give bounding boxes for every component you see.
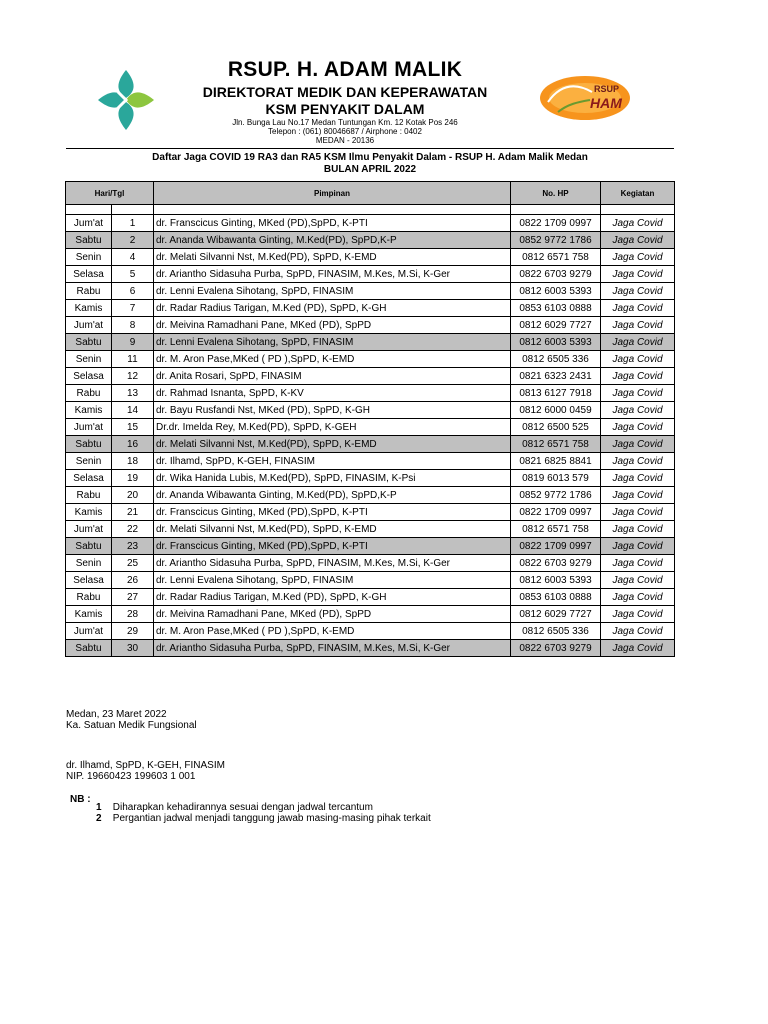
row-lead: dr. Ariantho Sidasuha Purba, SpPD, FINASIM, M.Kes, M.Si, K-Ger bbox=[154, 555, 511, 572]
row-date: 11 bbox=[112, 351, 154, 368]
letterhead bbox=[0, 0, 768, 150]
table-row bbox=[66, 368, 675, 385]
row-date: 1 bbox=[112, 215, 154, 232]
rsup-ham-logo-icon bbox=[538, 72, 632, 122]
row-date: 6 bbox=[112, 283, 154, 300]
row-lead: dr. Radar Radius Tarigan, M.Ked (PD), SpPD, K-GH bbox=[154, 300, 511, 317]
row-lead: dr. Melati Silvanni Nst, M.Ked(PD), SpPD, K-EMD bbox=[154, 436, 511, 453]
row-day: Selasa bbox=[66, 368, 112, 385]
row-activity: Jaga Covid bbox=[601, 453, 675, 470]
row-day: Jum'at bbox=[66, 521, 112, 538]
row-date: 21 bbox=[112, 504, 154, 521]
row-activity: Jaga Covid bbox=[601, 470, 675, 487]
row-date: 9 bbox=[112, 334, 154, 351]
row-lead: dr. Franscicus Ginting, MKed (PD),SpPD, K-PTI bbox=[154, 538, 511, 555]
row-lead: dr. Ariantho Sidasuha Purba, SpPD, FINASIM, M.Kes, M.Si, K-Ger bbox=[154, 640, 511, 657]
row-day: Jum'at bbox=[66, 215, 112, 232]
row-hp: 0822 6703 9279 bbox=[511, 640, 601, 657]
row-date: 20 bbox=[112, 487, 154, 504]
row-activity: Jaga Covid bbox=[601, 623, 675, 640]
row-date: 14 bbox=[112, 402, 154, 419]
row-activity: Jaga Covid bbox=[601, 538, 675, 555]
table-row bbox=[66, 555, 675, 572]
header-hp: No. HP bbox=[511, 182, 601, 205]
row-hp: 0852 9772 1786 bbox=[511, 487, 601, 504]
row-hp: 0812 6505 336 bbox=[511, 351, 601, 368]
row-activity: Jaga Covid bbox=[601, 487, 675, 504]
row-date: 12 bbox=[112, 368, 154, 385]
logo-text-ham: HAM bbox=[590, 95, 622, 111]
address-line: Jln. Bunga Lau No.17 Medan Tuntungan Km. 12 Kotak Pos 246 bbox=[232, 118, 458, 127]
table-row bbox=[66, 317, 675, 334]
table-row bbox=[66, 487, 675, 504]
row-hp: 0821 6825 8841 bbox=[511, 453, 601, 470]
row-lead: dr. Ananda Wibawanta Ginting, M.Ked(PD), SpPD,K-P bbox=[154, 232, 511, 249]
row-activity: Jaga Covid bbox=[601, 232, 675, 249]
row-activity: Jaga Covid bbox=[601, 334, 675, 351]
header-activity: Kegiatan bbox=[601, 182, 675, 205]
row-hp: 0812 6029 7727 bbox=[511, 606, 601, 623]
row-lead: dr. Anita Rosari, SpPD, FINASIM bbox=[154, 368, 511, 385]
row-hp: 0812 6003 5393 bbox=[511, 334, 601, 351]
row-date: 25 bbox=[112, 555, 154, 572]
row-hp: 0813 6127 7918 bbox=[511, 385, 601, 402]
phone-line: Telepon : (061) 80046687 / Airphone : 0402 bbox=[268, 127, 422, 136]
row-day: Sabtu bbox=[66, 538, 112, 555]
row-lead: dr. Franscicus Ginting, MKed (PD),SpPD, K-PTI bbox=[154, 215, 511, 232]
table-row bbox=[66, 215, 675, 232]
row-date: 26 bbox=[112, 572, 154, 589]
document-period: BULAN APRIL 2022 bbox=[323, 164, 417, 175]
table-row bbox=[66, 623, 675, 640]
row-day: Rabu bbox=[66, 487, 112, 504]
row-date: 5 bbox=[112, 266, 154, 283]
note-number: 1 bbox=[96, 802, 102, 813]
row-day: Jum'at bbox=[66, 419, 112, 436]
row-day: Sabtu bbox=[66, 334, 112, 351]
row-activity: Jaga Covid bbox=[601, 504, 675, 521]
row-date: 30 bbox=[112, 640, 154, 657]
row-lead: Dr.dr. Imelda Rey, M.Ked(PD), SpPD, K-GEH bbox=[154, 419, 511, 436]
table-header-row bbox=[66, 182, 675, 205]
table-row bbox=[66, 385, 675, 402]
table-row bbox=[66, 606, 675, 623]
row-date: 2 bbox=[112, 232, 154, 249]
row-hp: 0822 1709 0997 bbox=[511, 504, 601, 521]
table-row bbox=[66, 521, 675, 538]
row-day: Senin bbox=[66, 249, 112, 266]
signer-position: Ka. Satuan Medik Fungsional bbox=[66, 720, 197, 731]
row-lead: dr. Ananda Wibawanta Ginting, M.Ked(PD), SpPD,K-P bbox=[154, 487, 511, 504]
row-date: 22 bbox=[112, 521, 154, 538]
row-activity: Jaga Covid bbox=[601, 521, 675, 538]
document-title: Daftar Jaga COVID 19 RA3 dan RA5 KSM Ilmu Penyakit Dalam - RSUP H. Adam Malik Medan bbox=[152, 152, 588, 163]
row-hp: 0853 6103 0888 bbox=[511, 589, 601, 606]
row-hp: 0819 6013 579 bbox=[511, 470, 601, 487]
row-hp: 0812 6505 336 bbox=[511, 623, 601, 640]
row-hp: 0812 6500 525 bbox=[511, 419, 601, 436]
row-activity: Jaga Covid bbox=[601, 419, 675, 436]
row-date: 7 bbox=[112, 300, 154, 317]
row-activity: Jaga Covid bbox=[601, 351, 675, 368]
table-row bbox=[66, 640, 675, 657]
row-day: Kamis bbox=[66, 300, 112, 317]
row-day: Rabu bbox=[66, 385, 112, 402]
row-hp: 0822 6703 9279 bbox=[511, 555, 601, 572]
row-activity: Jaga Covid bbox=[601, 555, 675, 572]
row-activity: Jaga Covid bbox=[601, 215, 675, 232]
row-day: Rabu bbox=[66, 283, 112, 300]
row-date: 28 bbox=[112, 606, 154, 623]
table-row bbox=[66, 572, 675, 589]
row-lead: dr. M. Aron Pase,MKed ( PD ),SpPD, K-EMD bbox=[154, 623, 511, 640]
row-lead: dr. Lenni Evalena Sihotang, SpPD, FINASIM bbox=[154, 283, 511, 300]
row-day: Senin bbox=[66, 453, 112, 470]
row-lead: dr. Rahmad Isnanta, SpPD, K-KV bbox=[154, 385, 511, 402]
table-row bbox=[66, 453, 675, 470]
header-lead: Pimpinan bbox=[154, 182, 511, 205]
row-hp: 0853 6103 0888 bbox=[511, 300, 601, 317]
row-lead: dr. Meivina Ramadhani Pane, MKed (PD), SpPD bbox=[154, 317, 511, 334]
row-lead: dr. Melati Silvanni Nst, M.Ked(PD), SpPD, K-EMD bbox=[154, 521, 511, 538]
table-row bbox=[66, 504, 675, 521]
row-lead: dr. Lenni Evalena Sihotang, SpPD, FINASIM bbox=[154, 334, 511, 351]
row-hp: 0812 6571 758 bbox=[511, 249, 601, 266]
row-date: 13 bbox=[112, 385, 154, 402]
table-row bbox=[66, 538, 675, 555]
nb-label: NB : bbox=[70, 794, 91, 805]
row-hp: 0812 6003 5393 bbox=[511, 283, 601, 300]
row-date: 16 bbox=[112, 436, 154, 453]
row-activity: Jaga Covid bbox=[601, 606, 675, 623]
place-date: Medan, 23 Maret 2022 bbox=[66, 709, 167, 720]
row-day: Sabtu bbox=[66, 232, 112, 249]
row-day: Selasa bbox=[66, 470, 112, 487]
row-activity: Jaga Covid bbox=[601, 317, 675, 334]
row-day: Rabu bbox=[66, 589, 112, 606]
row-day: Sabtu bbox=[66, 640, 112, 657]
row-day: Kamis bbox=[66, 504, 112, 521]
row-activity: Jaga Covid bbox=[601, 572, 675, 589]
table-row bbox=[66, 419, 675, 436]
row-day: Jum'at bbox=[66, 623, 112, 640]
row-day: Selasa bbox=[66, 572, 112, 589]
row-hp: 0812 6000 0459 bbox=[511, 402, 601, 419]
row-hp: 0812 6029 7727 bbox=[511, 317, 601, 334]
row-day: Senin bbox=[66, 351, 112, 368]
unit-name: KSM PENYAKIT DALAM bbox=[265, 101, 425, 117]
row-date: 4 bbox=[112, 249, 154, 266]
row-lead: dr. Wika Hanida Lubis, M.Ked(PD), SpPD, FINASIM, K-Psi bbox=[154, 470, 511, 487]
directorate-name: DIREKTORAT MEDIK DAN KEPERAWATAN bbox=[202, 84, 488, 100]
table-row bbox=[66, 402, 675, 419]
note-text: Pergantian jadwal menjadi tanggung jawab masing-masing pihak terkait bbox=[112, 813, 431, 824]
note-number: 2 bbox=[96, 813, 102, 824]
table-row bbox=[66, 589, 675, 606]
row-date: 23 bbox=[112, 538, 154, 555]
row-lead: dr. Ariantho Sidasuha Purba, SpPD, FINASIM, M.Kes, M.Si, K-Ger bbox=[154, 266, 511, 283]
table-row bbox=[66, 334, 675, 351]
row-day: Sabtu bbox=[66, 436, 112, 453]
row-activity: Jaga Covid bbox=[601, 368, 675, 385]
row-lead: dr. Bayu Rusfandi Nst, MKed (PD), SpPD, K-GH bbox=[154, 402, 511, 419]
table-row bbox=[66, 470, 675, 487]
row-hp: 0812 6571 758 bbox=[511, 521, 601, 538]
row-date: 8 bbox=[112, 317, 154, 334]
row-date: 29 bbox=[112, 623, 154, 640]
row-activity: Jaga Covid bbox=[601, 300, 675, 317]
row-activity: Jaga Covid bbox=[601, 283, 675, 300]
row-activity: Jaga Covid bbox=[601, 436, 675, 453]
row-date: 27 bbox=[112, 589, 154, 606]
row-activity: Jaga Covid bbox=[601, 402, 675, 419]
table-row bbox=[66, 283, 675, 300]
row-lead: dr. Ilhamd, SpPD, K-GEH, FINASIM bbox=[154, 453, 511, 470]
row-activity: Jaga Covid bbox=[601, 249, 675, 266]
row-day: Kamis bbox=[66, 606, 112, 623]
row-lead: dr. Franscicus Ginting, MKed (PD),SpPD, K-PTI bbox=[154, 504, 511, 521]
duty-schedule-table bbox=[65, 181, 675, 657]
row-activity: Jaga Covid bbox=[601, 589, 675, 606]
row-date: 15 bbox=[112, 419, 154, 436]
row-lead: dr. Lenni Evalena Sihotang, SpPD, FINASIM bbox=[154, 572, 511, 589]
logo-text-rsup: RSUP bbox=[594, 84, 620, 94]
row-hp: 0822 1709 0997 bbox=[511, 215, 601, 232]
table-row bbox=[66, 436, 675, 453]
row-lead: dr. M. Aron Pase,MKed ( PD ),SpPD, K-EMD bbox=[154, 351, 511, 368]
table-row bbox=[66, 266, 675, 283]
row-day: Kamis bbox=[66, 402, 112, 419]
row-activity: Jaga Covid bbox=[601, 266, 675, 283]
hospital-name: RSUP. H. ADAM MALIK bbox=[227, 58, 463, 81]
table-row bbox=[66, 232, 675, 249]
row-day: Senin bbox=[66, 555, 112, 572]
row-lead: dr. Meivina Ramadhani Pane, MKed (PD), SpPD bbox=[154, 606, 511, 623]
row-hp: 0822 6703 9279 bbox=[511, 266, 601, 283]
row-day: Selasa bbox=[66, 266, 112, 283]
table-row bbox=[66, 300, 675, 317]
spacer-row bbox=[66, 205, 675, 215]
row-day: Jum'at bbox=[66, 317, 112, 334]
city-line: MEDAN - 20136 bbox=[315, 136, 375, 145]
row-date: 19 bbox=[112, 470, 154, 487]
row-hp: 0822 1709 0997 bbox=[511, 538, 601, 555]
row-lead: dr. Melati Silvanni Nst, M.Ked(PD), SpPD, K-EMD bbox=[154, 249, 511, 266]
row-lead: dr. Radar Radius Tarigan, M.Ked (PD), SpPD, K-GH bbox=[154, 589, 511, 606]
row-activity: Jaga Covid bbox=[601, 640, 675, 657]
row-hp: 0812 6003 5393 bbox=[511, 572, 601, 589]
table-row bbox=[66, 249, 675, 266]
row-hp: 0852 9772 1786 bbox=[511, 232, 601, 249]
signer-name: dr. Ilhamd, SpPD, K-GEH, FINASIM bbox=[66, 760, 225, 771]
letterhead-divider bbox=[66, 148, 674, 149]
row-date: 18 bbox=[112, 453, 154, 470]
row-hp: 0821 6323 2431 bbox=[511, 368, 601, 385]
signer-nip: NIP. 19660423 199603 1 001 bbox=[66, 771, 196, 782]
row-hp: 0812 6571 758 bbox=[511, 436, 601, 453]
header-day: Hari/Tgl bbox=[66, 182, 154, 205]
table-row bbox=[66, 351, 675, 368]
note-item bbox=[96, 802, 373, 813]
note-text: Diharapkan kehadirannya sesuai dengan jadwal tercantum bbox=[112, 802, 373, 813]
note-item bbox=[96, 813, 431, 824]
row-activity: Jaga Covid bbox=[601, 385, 675, 402]
